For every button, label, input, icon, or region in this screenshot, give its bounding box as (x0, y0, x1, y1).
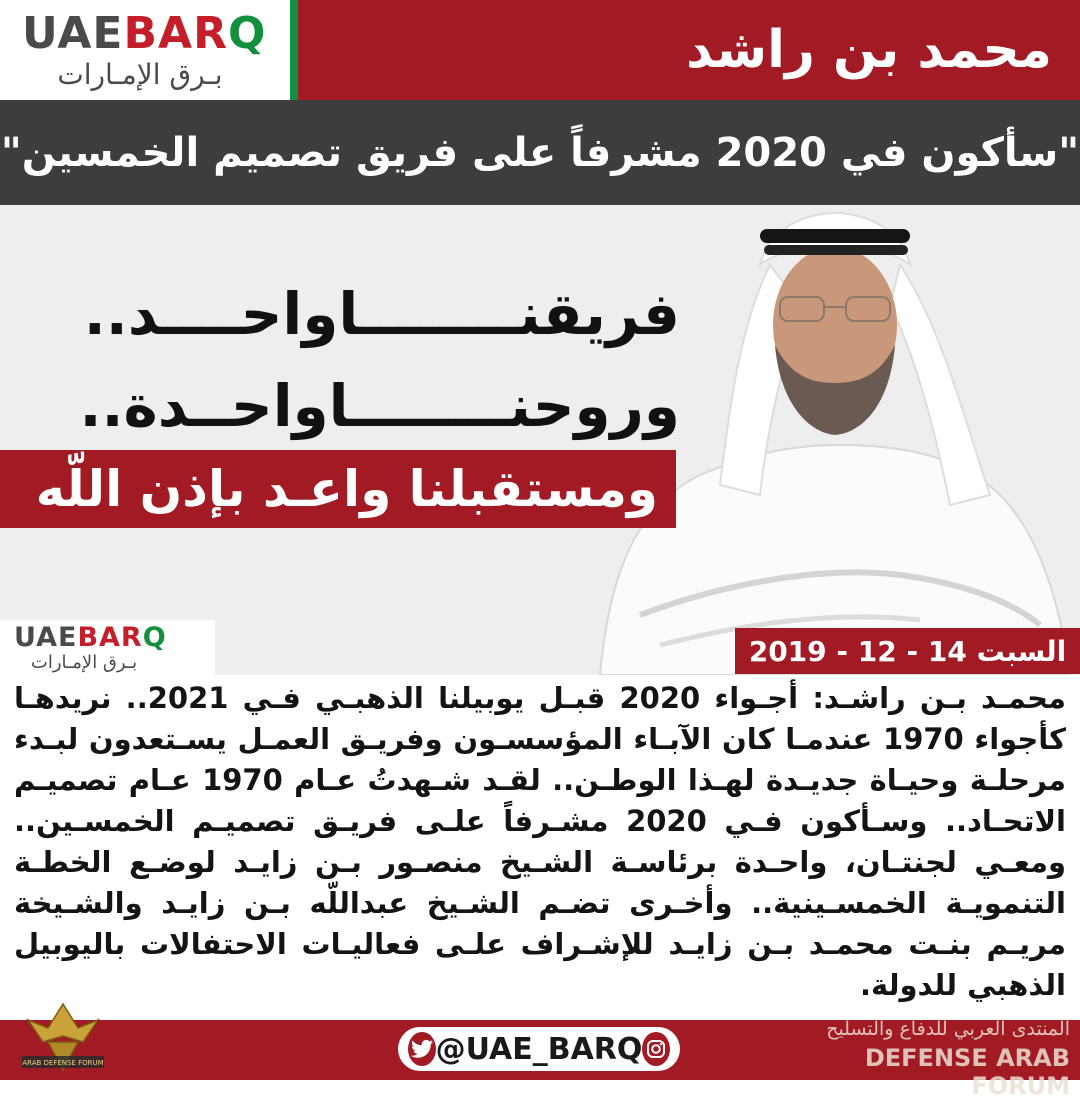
brand-logo (0, 0, 290, 100)
inner-logo-q: Q (142, 622, 167, 653)
slogan-line-1: فريقنــــــــاواحــــد.. (83, 280, 680, 348)
slogan-highlight-box (0, 450, 676, 528)
title-bar (298, 0, 1080, 100)
handle-text: @UAE_BARQ (435, 1031, 643, 1067)
date-text: السبت 14 - 12 - 2019 (748, 634, 1067, 668)
twitter-icon[interactable] (408, 1032, 436, 1066)
date-badge (735, 628, 1080, 674)
logo-uae: UAE (22, 8, 124, 59)
slogan-line-3: ومستقبلنا واعـد بإذن اللّه (35, 460, 658, 518)
slogan-line-2: وروحنــــــــاواحــدة.. (79, 372, 680, 440)
quote-bar (0, 100, 1080, 205)
quote-text: "سأكون في 2020 مشرفاً على فريق تصميم الخمسين" (0, 129, 1080, 176)
forum-badge-logo (8, 998, 118, 1080)
logo-arabic: بـرق الإمـارات (57, 58, 223, 91)
photo-area (0, 205, 1080, 675)
instagram-icon[interactable] (642, 1032, 670, 1066)
page-title: محمد بن راشد (685, 20, 1052, 80)
eagle-icon (8, 998, 118, 1080)
inner-logo-uae: UAE (14, 622, 78, 653)
badge-text: ARAB DEFENSE FORUM (22, 1059, 104, 1067)
logo-q: Q (227, 8, 267, 59)
social-handle-pill[interactable] (398, 1027, 680, 1071)
watermark-english: DEFENSE ARAB FORUM (864, 1044, 1070, 1100)
article-body: محمـد بـن راشـد: أجـواء 2020 قبـل يوبيلنا الذهبـي فـي 2021.. نريدهـا كأجواء 1970 عندمـا كان الآبـاء المؤسسـون وفريـق العمـل يسـتعدون لبـدء مرحلـة وحيـاة جديـدة لهـذا الوطـن.. لقـد شـهدتُ عـام 1970 عـام تصميـم الاتحـاد.. وسـأكون فـي 2020 مشـرفاً علـى فريـق تصميـم الخمسـين.. ومعـي لجنتـان، واحـدة برئاسـة الشـيخ منصـور بـن زايـد لوضـع الخطـة التنمويـة الخمسـينية.. وأخـرى تضـم الشـيخ عبداللّه بـن زايـد والشـيخة مريـم بنـت محمـد بـن زايـد للإشـراف علـى فعاليـات الاحتفالات باليوبيل الذهبي للدولة. (14, 681, 1066, 1002)
logo-bar: BAR (123, 8, 228, 59)
watermark-arabic: المنتدى العربي للدفاع والتسليح (826, 1018, 1070, 1040)
inner-logo-arabic: بـرق الإمـارات (30, 652, 138, 673)
inner-logo-bar: BAR (77, 622, 143, 653)
inner-logo (0, 620, 215, 678)
green-accent-strip (290, 0, 298, 100)
portrait-illustration (0, 205, 1080, 675)
